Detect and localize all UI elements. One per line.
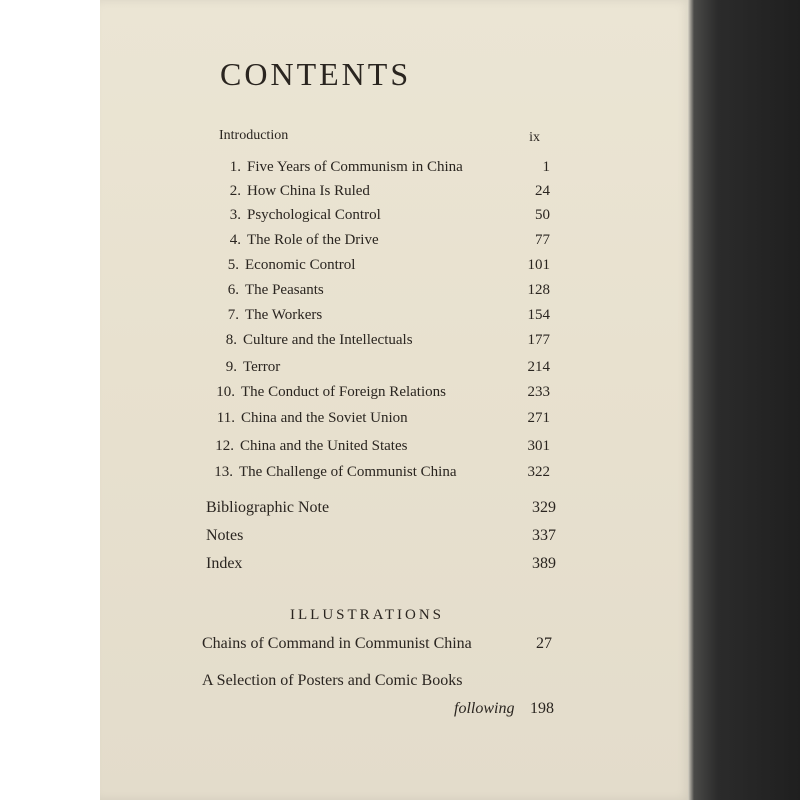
chapter-page: 177: [527, 332, 550, 348]
background-edge: [688, 0, 800, 800]
chapter-number: 2.: [229, 183, 241, 199]
chapter-entry: [100, 257, 692, 279]
chapter-entry: [100, 384, 692, 406]
chapter-title: The Role of the Drive: [247, 232, 379, 248]
back-matter-page: 337: [532, 527, 556, 544]
chapter-page: 301: [527, 438, 550, 454]
chapter-page: 322: [527, 464, 550, 480]
chapter-page: 77: [535, 232, 550, 248]
chapter-number: 5.: [227, 257, 239, 273]
illustrations-title: ILLUSTRATIONS: [290, 607, 444, 623]
chapter-entry: [100, 359, 692, 381]
chapter-entry: [100, 282, 692, 304]
illustration-page: 198: [530, 700, 554, 717]
illustration-prefix: following: [454, 700, 515, 717]
chapter-title: Psychological Control: [247, 207, 381, 223]
chapter-number: 8.: [225, 332, 237, 348]
chapter-number: 3.: [229, 207, 241, 223]
chapter-page: 101: [527, 257, 550, 273]
chapter-page: 128: [527, 282, 550, 298]
back-matter-label: Index: [206, 555, 243, 572]
chapter-page: 154: [527, 307, 550, 323]
chapter-number: 7.: [227, 307, 239, 323]
chapter-entry: [100, 438, 692, 460]
back-matter-page: 329: [532, 499, 556, 516]
chapter-number: 1.: [229, 159, 241, 175]
contents-title: CONTENTS: [220, 56, 412, 92]
chapter-entry: [100, 307, 692, 329]
chapter-number: 6.: [227, 282, 239, 298]
chapter-entry: [100, 410, 692, 432]
chapter-entry: [100, 159, 692, 181]
chapter-page: 1: [542, 159, 550, 175]
chapter-number: 11.: [216, 410, 235, 426]
chapter-title: China and the United States: [240, 438, 408, 454]
chapter-entry: [100, 332, 692, 354]
back-matter-label: Bibliographic Note: [206, 499, 330, 516]
book-page: [100, 0, 692, 800]
chapter-entry: [100, 464, 692, 486]
chapter-title: Five Years of Communism in China: [247, 159, 463, 175]
chapter-page: 271: [527, 410, 550, 426]
chapter-entry: [100, 232, 692, 254]
chapter-number: 4.: [229, 232, 241, 248]
chapter-page: 214: [527, 359, 550, 375]
chapter-number: 12.: [215, 438, 234, 454]
chapter-title: Culture and the Intellectuals: [243, 332, 413, 348]
chapter-number: 10.: [216, 384, 235, 400]
back-matter-entry: [100, 499, 692, 523]
back-matter-label: Notes: [206, 527, 244, 544]
chapter-title: Economic Control: [245, 257, 356, 273]
chapter-title: Terror: [243, 359, 281, 375]
illustration-label: A Selection of Posters and Comic Books: [202, 672, 463, 689]
chapter-title: How China Is Ruled: [247, 183, 370, 199]
introduction-label: Introduction: [219, 128, 289, 143]
illustration-label: Chains of Command in Communist China: [202, 635, 472, 652]
chapter-title: The Workers: [245, 307, 323, 323]
chapter-entry: [100, 207, 692, 229]
illustration-page: 27: [536, 635, 552, 652]
chapter-entry: [100, 183, 692, 205]
chapter-number: 13.: [214, 464, 233, 480]
chapter-number: 9.: [225, 359, 237, 375]
back-matter-entry: [100, 555, 692, 579]
chapter-title: China and the Soviet Union: [241, 410, 408, 426]
chapter-page: 24: [535, 183, 550, 199]
chapter-title: The Challenge of Communist China: [239, 464, 457, 480]
back-matter-page: 389: [532, 555, 556, 572]
chapter-page: 50: [535, 207, 550, 223]
chapter-title: The Peasants: [245, 282, 324, 298]
chapter-title: The Conduct of Foreign Relations: [241, 384, 446, 400]
introduction-page: ix: [529, 130, 540, 145]
back-matter-entry: [100, 527, 692, 551]
chapter-page: 233: [527, 384, 550, 400]
